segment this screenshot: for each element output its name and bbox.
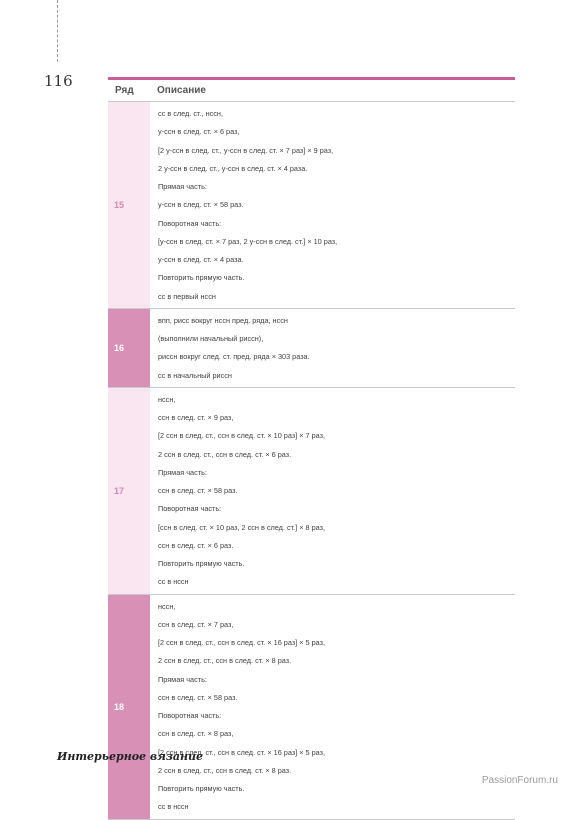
page-number: 116 (44, 72, 73, 90)
instruction-line: Поворотная часть: (158, 218, 222, 228)
header-description-column: Описание (157, 85, 206, 96)
book-title-footer: Интерьерное вязание (57, 750, 204, 763)
table-row-18 (108, 595, 515, 820)
site-watermark: PassionForum.ru (481, 775, 558, 786)
instruction-line: Прямая часть: (158, 182, 207, 191)
instruction-line: Повторить прямую часть. (158, 273, 245, 283)
row-description (150, 595, 515, 819)
instruction-line: у-ссн в след. ст. × 6 раз, (158, 127, 240, 137)
instruction-line: [2 ссн в след. ст., ссн в след. ст. × 10 раз] × 7 раз, (158, 431, 326, 441)
instruction-line: 2 у-ссн в след. ст., у-ссн в след. ст. × 4 раза. (158, 163, 308, 173)
instruction-line: риссн вокруг след. ст. пред. ряда × 303 раза. (158, 352, 310, 362)
instruction-line: Повторить прямую часть. (158, 784, 245, 793)
instruction-line: сс в начальный риссн (158, 370, 232, 380)
instruction-line: [у-ссн в след. ст. × 7 раз, 2 у-ссн в след. ст.] × 10 раз, (158, 236, 338, 246)
instruction-line: 2 ссн в след. ст., ссн в след. ст. × 6 раз. (158, 449, 292, 459)
table-row-17 (108, 388, 515, 595)
instruction-line: [2 ссн в след. ст., ссн в след. ст. × 16 раз] × 5 раз, (158, 638, 326, 647)
instruction-line: [ссн в след. ст. × 10 раз, 2 ссн в след. ст.] × 8 раз, (158, 522, 326, 532)
instruction-line: Прямая часть: (158, 674, 207, 684)
row-description (150, 309, 515, 387)
row-number: 18 (108, 595, 150, 819)
instruction-line: сс в нссн (158, 577, 189, 587)
header-row-column: Ряд (115, 85, 134, 96)
instruction-line: ссн в след. ст. × 9 раз, (158, 413, 234, 422)
instruction-line: Поворотная часть: (158, 711, 222, 720)
instruction-line: 2 ссн в след. ст., ссн в след. ст. × 8 раз. (158, 765, 292, 775)
instruction-line: сс в след. ст., нссн, (158, 109, 223, 118)
instruction-line: ссн в след. ст. × 6 раз. (158, 540, 234, 550)
instruction-line: ссн в след. ст. × 7 раз, (158, 619, 234, 629)
instruction-line: у-ссн в след. ст. × 4 раза. (158, 255, 244, 264)
table-row-15 (108, 102, 515, 309)
instruction-line: ссн в след. ст. × 58 раз. (158, 692, 238, 702)
instruction-line: 2 ссн в след. ст., ссн в след. ст. × 8 раз. (158, 656, 292, 666)
instruction-line: (выполнили начальный риссн), (158, 334, 264, 343)
instruction-line: нссн, (158, 601, 176, 611)
instruction-line: [2 у-ссн в след. ст., у-ссн в след. ст. × 7 раз] × 9 раз, (158, 145, 334, 155)
instruction-line: [2 ссн в след. ст., ссн в след. ст. × 16 раз] × 5 раз, (158, 747, 326, 757)
instruction-line: у-ссн в след. ст. × 58 раз. (158, 200, 244, 210)
instruction-line: сс в нссн (158, 802, 189, 812)
instruction-line: Поворотная часть: (158, 504, 222, 514)
table-row-16 (108, 309, 515, 388)
instruction-line: сс в первый нссн (158, 291, 216, 301)
instruction-line: нссн, (158, 394, 176, 404)
table-header (108, 80, 515, 102)
margin-dashed-line (57, 0, 58, 62)
row-description (150, 388, 515, 594)
instruction-line: ссн в след. ст. × 8 раз, (158, 729, 234, 739)
row-description (150, 102, 515, 308)
row-number: 17 (108, 388, 150, 594)
row-number: 15 (108, 102, 150, 308)
instruction-line: ссн в след. ст. × 58 раз. (158, 486, 238, 495)
row-number: 16 (108, 309, 150, 387)
instruction-line: впп, рисс вокруг нссн пред. ряда, нссн (158, 315, 288, 325)
instruction-line: Прямая часть: (158, 467, 207, 477)
instruction-line: Повторить прямую часть. (158, 559, 245, 568)
pattern-table (108, 77, 515, 820)
